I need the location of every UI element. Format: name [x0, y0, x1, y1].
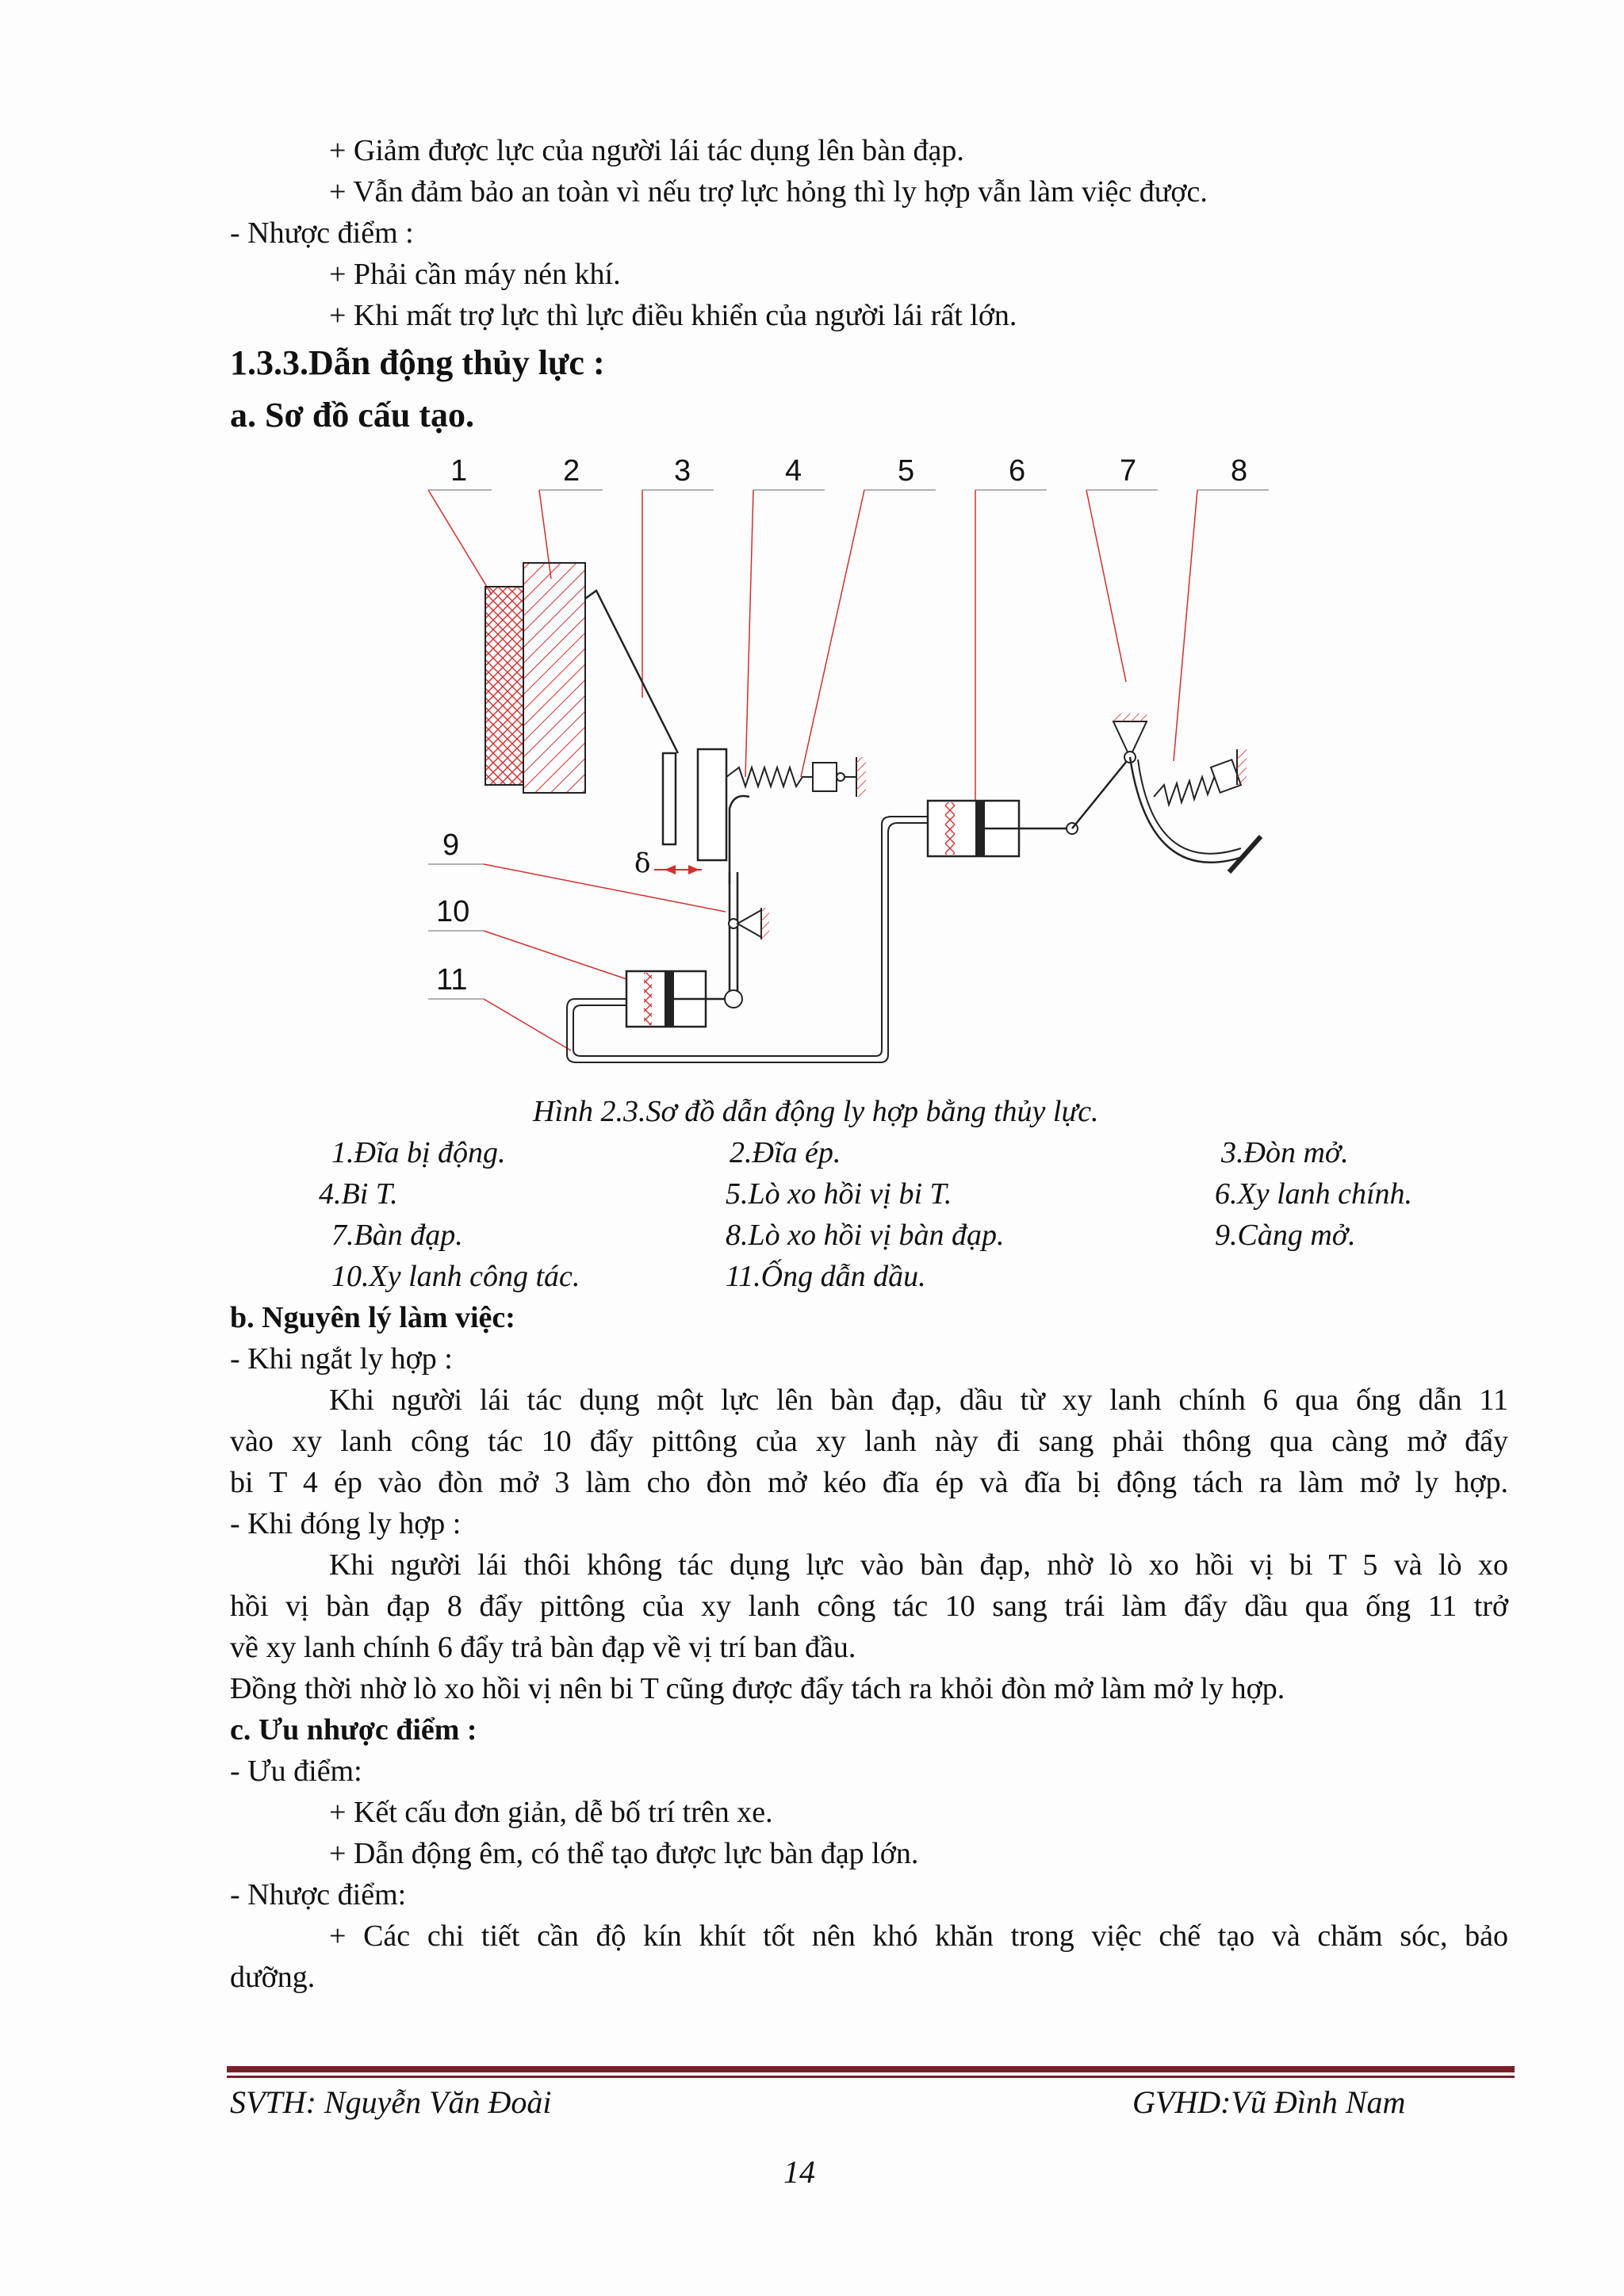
figure-caption: Hình 2.3.Sơ đồ dẫn động ly hợp bằng thủy lực. — [533, 1095, 1099, 1128]
label-2: 2 — [563, 454, 580, 488]
legend-3: 3.Đòn mở. — [1221, 1136, 1349, 1169]
disengage-line-2: vào xy lanh công tác 10 đẩy pittông của xy lanh này đi sang phải thông qua càng mở đẩy — [230, 1425, 1508, 1458]
engage-label: - Khi đóng ly hợp : — [230, 1507, 462, 1540]
section-heading: 1.3.3.Dẫn động thủy lực : — [230, 343, 605, 382]
label-1: 1 — [450, 454, 468, 488]
legend-8: 8.Lò xo hồi vị bàn đạp. — [726, 1219, 1005, 1252]
label-3: 3 — [674, 454, 691, 488]
footer-rule-thin — [227, 2076, 1515, 2078]
label-7: 7 — [1120, 454, 1137, 488]
legend-4: 4.Bi T. — [319, 1177, 398, 1211]
label-10: 10 — [436, 895, 470, 928]
label-9: 9 — [442, 828, 460, 862]
cons-label-prev: - Nhược điểm : — [230, 216, 414, 250]
pressure-plate-2 — [523, 563, 585, 793]
disengage-label: - Khi ngắt ly hợp : — [230, 1342, 453, 1376]
engage-line-2: hồi vị bàn đạp 8 đẩy pittông của xy lanh công tác 10 sang trái làm đẩy dầu qua ống 11 trở — [230, 1590, 1508, 1623]
label-11: 11 — [436, 963, 468, 997]
con-1-line-2: dưỡng. — [230, 1961, 316, 1994]
legend-9: 9.Càng mở. — [1215, 1219, 1356, 1252]
footer-rule-thick — [227, 2066, 1515, 2072]
release-bearing-4 — [698, 749, 726, 860]
slave-cylinder-10 — [626, 971, 726, 1027]
engage-paragraph — [230, 1544, 1508, 1668]
con-paragraph — [230, 1915, 1508, 1998]
label-5: 5 — [898, 454, 915, 488]
engage-line-1: Khi người lái thôi không tác dụng lực vào bàn đạp, nhờ lò xo hồi vị bi T 5 và lò xo — [329, 1548, 1508, 1582]
intro-line-2: + Vẫn đảm bảo an toàn vì nếu trợ lực hỏng thì ly hợp vẫn làm việc được. — [329, 175, 1208, 209]
pro-1: + Kết cấu đơn giản, dễ bố trí trên xe. — [329, 1796, 773, 1829]
legend-2: 2.Đĩa ép. — [730, 1136, 841, 1169]
release-lever-tip — [663, 753, 676, 844]
pros-label: - Ưu điểm: — [230, 1755, 362, 1788]
label-4: 4 — [785, 454, 802, 488]
legend-11: 11.Ống dẫn dầu. — [726, 1260, 926, 1293]
master-cylinder-6 — [928, 801, 1078, 856]
intro-line-1: + Giảm được lực của người lái tác dụng lên bàn đạp. — [329, 134, 964, 167]
subsection-a-heading: a. Sơ đồ cấu tạo. — [230, 396, 474, 434]
engage-line-3: về xy lanh chính 6 đẩy trả bàn đạp về vị trí ban đầu. — [230, 1631, 856, 1664]
con-1-line-1: + Các chi tiết cần độ kín khít tốt nên khó khăn trong việc chế tạo và chăm sóc, bảo — [329, 1919, 1508, 1953]
intro-line-5: + Khi mất trợ lực thì lực điều khiển của người lái rất lớn. — [329, 299, 1017, 332]
release-fork-9 — [730, 796, 749, 884]
disengage-line-3: bi T 4 ép vào đòn mở 3 làm cho đòn mở kéo đĩa ép và đĩa bị động tách ra làm mở ly hợp. — [230, 1466, 1508, 1499]
pedal-return-spring-8 — [1154, 749, 1247, 805]
disengage-line-1: Khi người lái tác dụng một lực lên bàn đạp, dầu từ xy lanh chính 6 qua ống dẫn 11 — [329, 1383, 1508, 1417]
label-8: 8 — [1231, 454, 1248, 488]
pro-2: + Dẫn động êm, có thể tạo được lực bàn đạp lớn. — [329, 1837, 919, 1870]
footer-student: SVTH: Nguyễn Văn Đoài — [230, 2084, 552, 2120]
legend-7: 7.Bàn đạp. — [331, 1219, 463, 1252]
oil-pipe-11 — [567, 823, 928, 1062]
label-6: 6 — [1009, 454, 1026, 488]
intro-line-4: + Phải cần máy nén khí. — [329, 258, 621, 291]
footer-advisor: GVHD:Vũ Đình Nam — [1132, 2084, 1406, 2120]
legend-10: 10.Xy lanh công tác. — [331, 1260, 580, 1293]
subsection-c-heading: c. Ưu nhược điểm : — [230, 1713, 477, 1747]
release-lever-3 — [585, 591, 678, 753]
engage-line-4: Đồng thời nhờ lò xo hồi vị nên bi T cũng được đẩy tách ra khỏi đòn mở làm mở ly hợp. — [230, 1672, 1285, 1705]
hydraulic-clutch-diagram — [412, 444, 1300, 1070]
page-number: 14 — [783, 2154, 815, 2190]
disengage-paragraph — [230, 1380, 1508, 1503]
driven-disc-1 — [485, 587, 523, 785]
delta-symbol: δ — [634, 848, 651, 879]
legend-6: 6.Xy lanh chính. — [1215, 1177, 1413, 1211]
cons-label: - Nhược điểm: — [230, 1878, 407, 1911]
legend-1: 1.Đĩa bị động. — [331, 1136, 506, 1169]
bearing-return-spring-5 — [726, 767, 813, 786]
legend-5: 5.Lò xo hồi vị bi T. — [726, 1177, 952, 1211]
subsection-b-heading: b. Nguyên lý làm việc: — [230, 1301, 515, 1334]
